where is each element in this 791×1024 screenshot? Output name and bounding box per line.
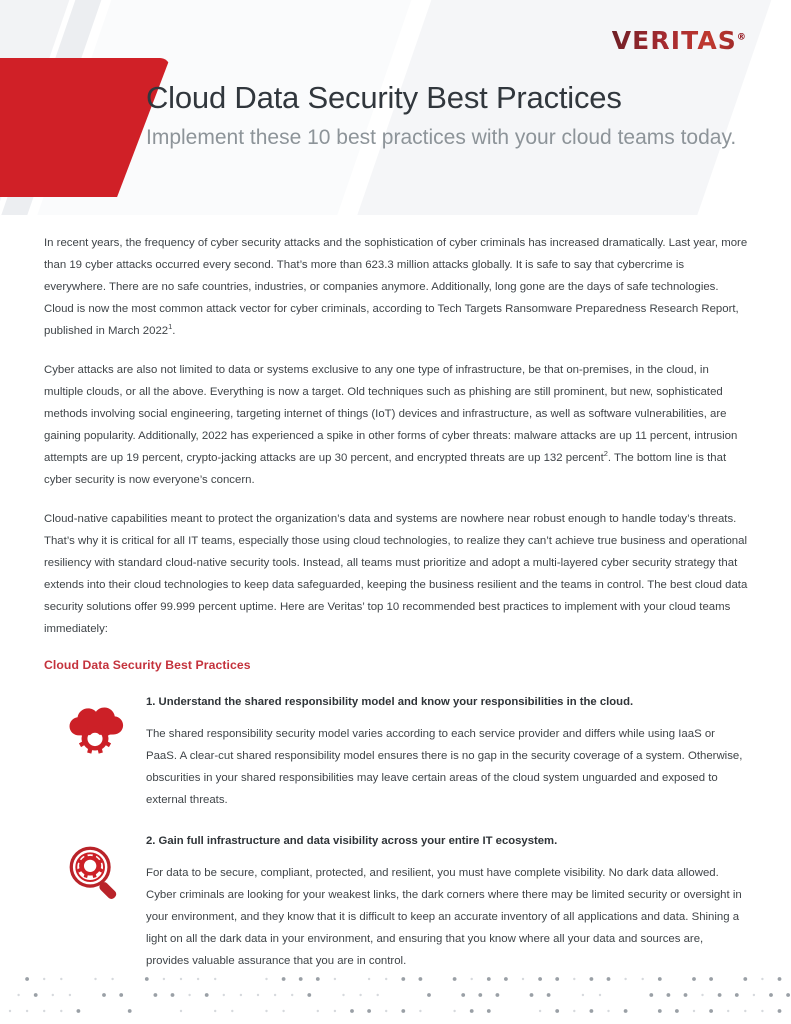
veritas-logo-text: VERITAS xyxy=(611,26,737,55)
intro-paragraph-2 xyxy=(44,359,749,491)
practice-item xyxy=(44,833,749,972)
practice-item xyxy=(44,694,749,811)
paragraph-tail: . xyxy=(172,325,176,337)
practice-icon-wrap xyxy=(44,833,146,903)
document-body xyxy=(44,232,749,972)
paragraph-text: Cyber attacks are also not limited to data or systems exclusive to any one type of infrastructure, be that on-premises, in the cloud, in multiple clouds, or all the above. Everything is now a target. Old techniques such as phishing are still prominent, but new, sophisticated methods involving social engineering, targeting internet of things (IoT) devices and infrastructure, as well as software vulnerabilities, are gaining popularity. Additionally, 2022 has experienced a spike in other forms of cyber threats: malware attacks are up 11 percent, intrusion attempts are up 19 percent, crypto-jacking attacks are up 30 percent, and encrypted threats are up 132 percent xyxy=(44,364,738,464)
practice-title: 2. Gain full infrastructure and data visibility across your entire IT ecosystem. xyxy=(146,834,558,847)
practice-text-wrap xyxy=(146,694,749,811)
practice-body: The shared responsibility security model varies according to each service provider and differs while using IaaS or PaaS. A clear-cut shared responsibility model ensures there is no gap in the security coverage of a system. Otherwise, obscurities in your shared responsibilities may leave certain areas of the cloud system unguarded and exposed to external threats. xyxy=(146,727,743,806)
cloud-gear-icon xyxy=(64,702,126,764)
registered-trademark-icon: ® xyxy=(736,32,747,43)
page-subtitle: Implement these 10 best practices with your cloud teams today. xyxy=(146,125,737,149)
paragraph-tail: . The bottom line is that cyber security is now everyone’s concern. xyxy=(44,452,727,486)
title-block xyxy=(146,80,746,152)
practice-body: For data to be secure, compliant, protected, and resilient, you must have complete visibility. No dark data allowed. Cyber criminals are looking for your weakest links, the dark corners where there may be limited security or oversight in your environment, and they know that it is difficult to keep an accurate inventory of all applications and data. Shining a light on all the dark data in your environment, and ensuring that you know where all your data and sources are, provides valuable assurance that you are in control. xyxy=(146,866,742,967)
section-heading: Cloud Data Security Best Practices xyxy=(44,658,251,672)
footnote-ref-2: 2 xyxy=(603,449,608,459)
practice-icon-wrap xyxy=(44,694,146,764)
footer-dot-pattern xyxy=(0,954,791,1024)
intro-paragraph-3: Cloud-native capabilities meant to protect the organization’s data and systems are nowhere near robust enough to handle today’s threats. That’s why it is critical for all IT teams, especially those using cloud technologies, to realize they can’t achieve true business and operational resiliency with standard cloud-native security tools. Instead, all teams must prioritize and adopt a multi-layered cyber security strategy that extends into their cloud technologies to keep data safeguarded, keeping the business resilient and the teams in control. The best cloud data security solutions offer 99.999 percent uptime. Here are Veritas’ top 10 recommended best practices to implement with your cloud teams immediately: xyxy=(44,513,748,635)
veritas-logo xyxy=(612,28,747,53)
page-title: Cloud Data Security Best Practices xyxy=(146,80,622,115)
practice-text-wrap xyxy=(146,833,749,972)
footnote-ref-1: 1 xyxy=(168,322,173,332)
practice-title: 1. Understand the shared responsibility model and know your responsibilities in the cloud. xyxy=(146,696,634,708)
paragraph-text: In recent years, the frequency of cyber security attacks and the sophistication of cyber criminals has increased dramatically. Last year, more than 19 cyber attacks occurred every second. That’s more than 623.3 million attacks globally. It is safe to say that cybercrime is everywhere. There are no safe countries, industries, or companies anymore. Additionally, long gone are the days of safe technologies. Cloud is now the most common attack vector for cyber criminals, according to Tech Targets Ransomware Preparedness Research Report, published in March 2022 xyxy=(44,237,748,337)
magnifier-gear-icon xyxy=(64,841,126,903)
intro-paragraph-1 xyxy=(44,232,749,342)
